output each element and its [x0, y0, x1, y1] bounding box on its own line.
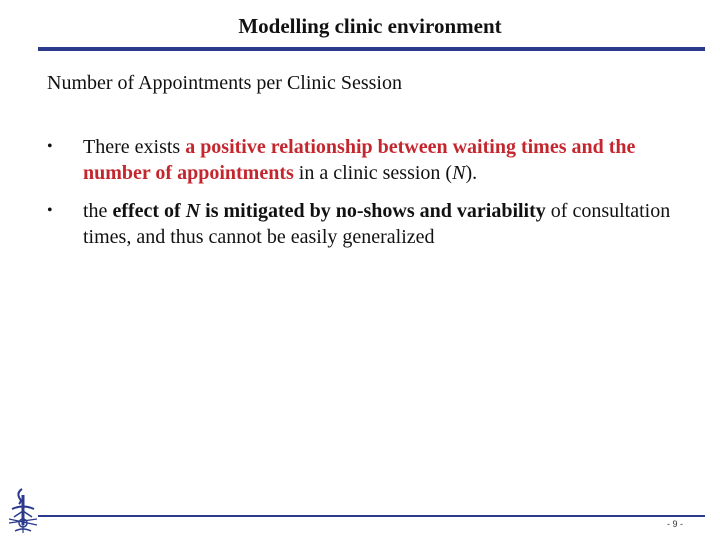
variable-n: N: [185, 200, 201, 222]
bullet-text: [83, 198, 687, 250]
variable-n: N: [452, 162, 466, 184]
bullet-text-segment: the: [83, 200, 113, 222]
bullet-item: [47, 198, 687, 250]
bullet-text: [83, 134, 687, 186]
bullet-list: [47, 134, 687, 262]
slide-title: Modelling clinic environment: [238, 14, 502, 38]
bullet-text-segment: There exists: [83, 136, 186, 158]
bullet-text-segment: ).: [465, 162, 478, 184]
bullet-bold-segment: is mitigated by no-shows and variability: [200, 200, 546, 222]
bullet-text-segment: of consultation times, and thus cannot be easily generalized: [83, 200, 671, 248]
bullet-bold-segment: effect of: [112, 200, 186, 222]
title-divider: [38, 47, 705, 51]
bullet-text-segment: in a clinic session (: [293, 162, 453, 184]
bullet-item: [47, 134, 687, 186]
institution-emblem-icon: [6, 487, 40, 537]
bullet-highlight-red: a positive relationship between waiting times and the number of appointments: [83, 136, 636, 184]
bullet-marker: •: [47, 202, 53, 219]
bullet-marker: •: [47, 138, 53, 155]
page-number: - 9 -: [667, 519, 684, 529]
footer-divider: [38, 515, 705, 517]
section-subtitle: Number of Appointments per Clinic Session: [47, 72, 402, 94]
